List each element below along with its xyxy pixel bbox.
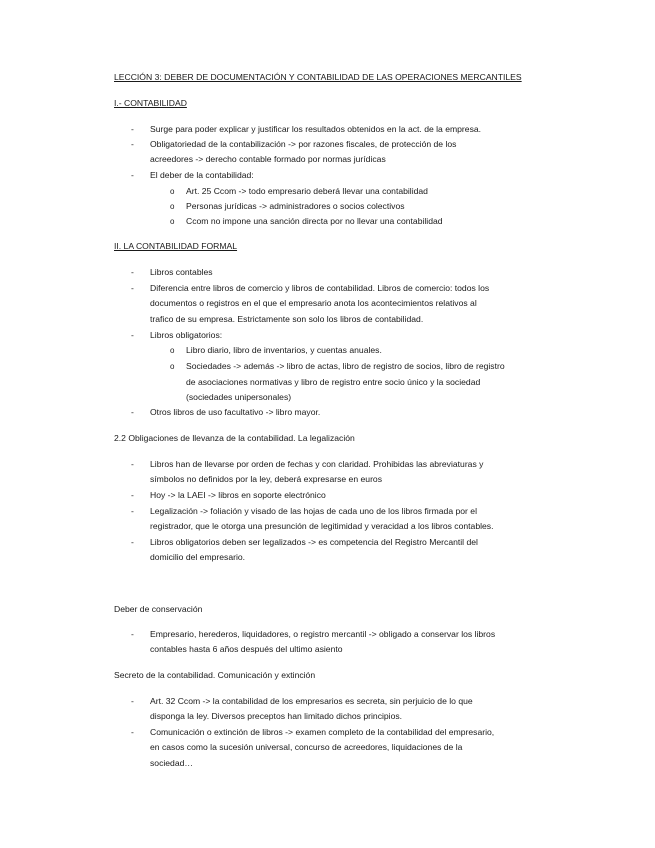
list-item-text: en casos como la sucesión universal, concurso de acreedores, liquidaciones de la — [150, 742, 463, 752]
section-heading-contabilidad-formal: II. LA CONTABILIDAD FORMAL — [114, 241, 238, 251]
list-item-text: sociedad… — [150, 758, 193, 768]
bullet-dash: - — [131, 330, 134, 340]
list-item-text: Legalización -> foliación y visado de las hojas de cada uno de los libros firmada por el — [150, 506, 477, 516]
sub-list-item-text: Libro diario, libro de inventarios, y cuentas anuales. — [186, 345, 382, 355]
section-heading-contabilidad: I.- CONTABILIDAD — [114, 98, 187, 108]
list-item-text: registrador, que le otorga una presunción de legitimidad y veracidad a los libros contables. — [150, 521, 494, 531]
sub-list-item-text: Personas jurídicas -> administradores o socios colectivos — [186, 201, 405, 211]
sub-list-item-text: de asociaciones normativas y libro de registro entre socio único y la sociedad — [186, 377, 481, 387]
section-heading-obligaciones: 2.2 Obligaciones de llevanza de la contabilidad. La legalización — [114, 433, 355, 443]
list-item-text: Obligatoriedad de la contabilización -> por razones fiscales, de protección de los — [150, 139, 457, 149]
bullet-dash: - — [131, 139, 134, 149]
bullet-circle: o — [170, 346, 175, 355]
bullet-dash: - — [131, 407, 134, 417]
list-item-text: Otros libros de uso facultativo -> libro mayor. — [150, 407, 321, 417]
list-item-text: Diferencia entre libros de comercio y libros de contabilidad. Libros de comercio: todos los — [150, 283, 490, 293]
bullet-dash: - — [131, 727, 134, 737]
bullet-dash: - — [131, 283, 134, 293]
list-item-text: Comunicación o extinción de libros -> examen completo de la contabilidad del empresario, — [150, 727, 495, 737]
list-item-text: Art. 32 Ccom -> la contabilidad de los empresarios es secreta, sin perjuicio de lo que — [150, 696, 473, 706]
section-heading-secreto: Secreto de la contabilidad. Comunicación y extinción — [114, 670, 316, 680]
sub-list-item-text: Sociedades -> además -> libro de actas, libro de registro de socios, libro de registro — [186, 361, 505, 371]
bullet-dash: - — [131, 490, 134, 500]
list-item-text: Libros contables — [150, 267, 213, 277]
bullet-dash: - — [131, 459, 134, 469]
list-item-text: Surge para poder explicar y justificar los resultados obtenidos en la act. de la empresa. — [150, 124, 482, 134]
document-title: LECCIÓN 3: DEBER DE DOCUMENTACIÓN Y CONTABILIDAD DE LAS OPERACIONES MERCANTILES — [114, 72, 522, 82]
section-heading-conservacion: Deber de conservación — [114, 604, 203, 614]
list-item-text: disponga la ley. Diversos preceptos han limitado dichos principios. — [150, 711, 403, 721]
list-item-text: acreedores -> derecho contable formado por normas jurídicas — [150, 154, 386, 164]
list-item-text: Hoy -> la LAEI -> libros en soporte electrónico — [150, 490, 326, 500]
sub-list-item-text: (sociedades unipersonales) — [186, 392, 292, 402]
list-item-text: contables hasta 6 años después del ultimo asiento — [150, 644, 343, 654]
bullet-circle: o — [170, 362, 175, 371]
bullet-dash: - — [131, 506, 134, 516]
list-item-text: trafico de su empresa. Estrictamente son solo los libros de contabilidad. — [150, 314, 424, 324]
list-item-text: Libros obligatorios deben ser legalizados -> es competencia del Registro Mercantil del — [150, 537, 478, 547]
list-item-text: símbolos no definidos por la ley, deberá expresarse en euros — [150, 474, 383, 484]
bullet-dash: - — [131, 267, 134, 277]
bullet-dash: - — [131, 696, 134, 706]
bullet-dash: - — [131, 170, 134, 180]
bullet-dash: - — [131, 629, 134, 639]
sub-list-item-text: Ccom no impone una sanción directa por no llevar una contabilidad — [186, 216, 443, 226]
sub-list-item-text: Art. 25 Ccom -> todo empresario deberá llevar una contabilidad — [186, 186, 428, 196]
bullet-dash: - — [131, 537, 134, 547]
list-item-text: domicilio del empresario. — [150, 552, 246, 562]
list-item-text: Libros obligatorios: — [150, 330, 223, 340]
list-item-text: documentos o registros en el que el empresario anota los acontecimientos relativos al — [150, 298, 477, 308]
bullet-circle: o — [170, 202, 175, 211]
list-item-text: El deber de la contabilidad: — [150, 170, 254, 180]
bullet-circle: o — [170, 187, 175, 196]
bullet-dash: - — [131, 124, 134, 134]
list-item-text: Empresario, herederos, liquidadores, o registro mercantil -> obligado a conservar los libros — [150, 629, 496, 639]
list-item-text: Libros han de llevarse por orden de fechas y con claridad. Prohibidas las abreviaturas y — [150, 459, 484, 469]
bullet-circle: o — [170, 217, 175, 226]
